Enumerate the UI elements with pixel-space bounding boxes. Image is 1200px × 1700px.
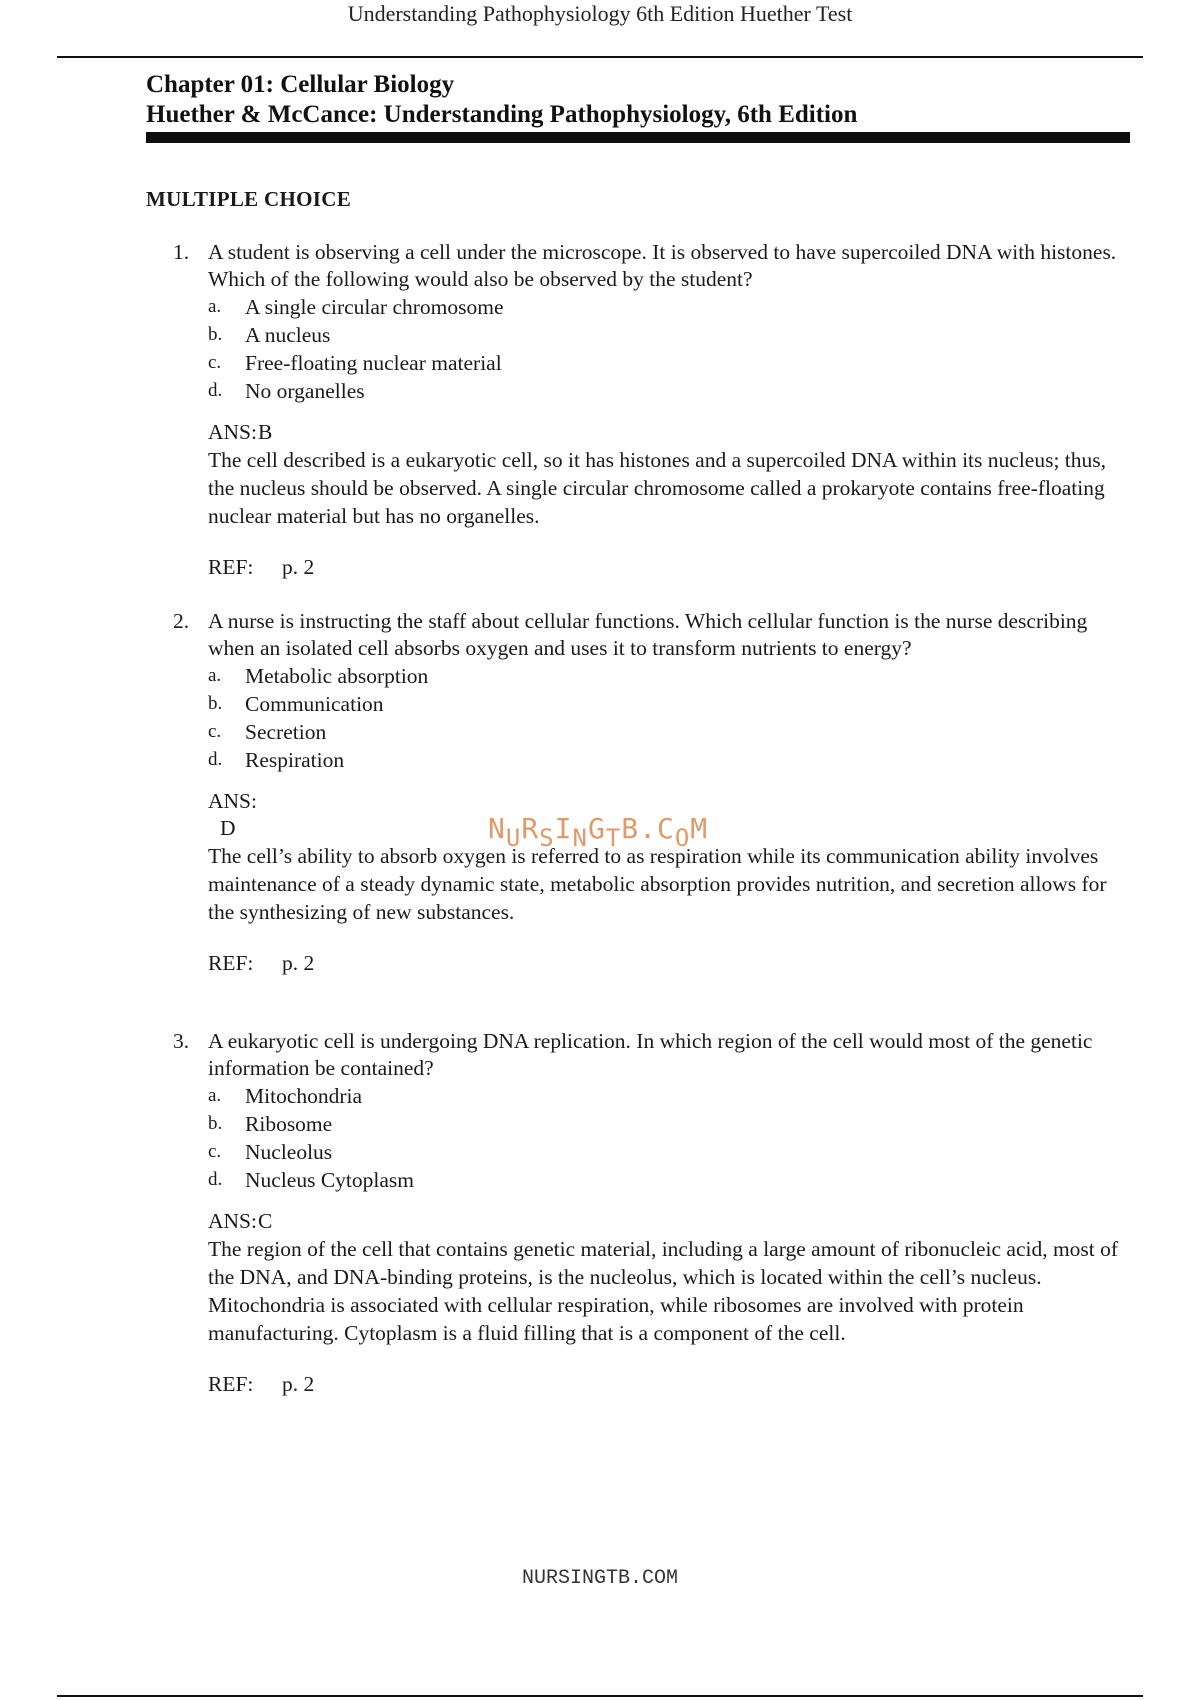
question-stem: [173, 608, 1123, 662]
question-2: [173, 608, 1123, 977]
answer-value: D: [220, 816, 236, 840]
answer-options: [208, 662, 1123, 774]
answer-value: C: [258, 1209, 273, 1233]
footer-site-text: NURSINGTB.COM: [521, 1567, 679, 1590]
option-c: [208, 718, 1123, 746]
reference-value: p. 2: [282, 1372, 315, 1396]
option-b: [208, 321, 1123, 349]
rationale: The region of the cell that contains genetic material, including a large amount of ribonucleic acid, most of the DNA, and DNA-binding proteins, is the nucleolus, which is located within the cell’s nucleus. Mitochondria is associated with cellular respiration, while ribosomes are involved with protein manufacturing. Cytoplasm is a fluid filling that is a component of the cell.: [208, 1237, 1119, 1345]
chapter-heading-block: [146, 70, 1130, 143]
option-b: [208, 690, 1123, 718]
option-letter: d.: [208, 749, 223, 770]
answer-label: ANS:: [208, 1209, 257, 1233]
watermark-letter: O: [674, 824, 691, 852]
option-letter: c.: [208, 721, 222, 742]
option-letter: d.: [208, 380, 223, 401]
reference-value: p. 2: [282, 555, 315, 579]
reference-line: [208, 554, 1123, 581]
question-number: 3.: [173, 1029, 190, 1053]
top-divider: [57, 56, 1143, 58]
option-text: Secretion: [245, 720, 327, 744]
question-text: A eukaryotic cell is undergoing DNA replication. In which region of the cell would most of the genetic information be contained?: [208, 1029, 1093, 1080]
option-letter: c.: [208, 352, 222, 373]
question-1: [173, 239, 1123, 581]
rationale: The cell’s ability to absorb oxygen is referred to as respiration while its communication ability involves maintenance of a steady dynamic state, metabolic absorption provides nutrition, and secretion allows for the synthesizing of new substances.: [208, 844, 1107, 924]
option-text: A nucleus: [245, 323, 331, 347]
watermark-letter: M: [690, 812, 709, 845]
watermark-letter: S: [539, 824, 555, 852]
answer-label: ANS:: [208, 420, 257, 444]
option-d: [208, 377, 1123, 405]
option-text: Free-floating nuclear material: [245, 351, 502, 375]
option-text: Nucleus Cytoplasm: [245, 1168, 414, 1192]
question-text: A student is observing a cell under the microscope. It is observed to have supercoiled DNA with histones. Which of the following would also be observed by the student?: [208, 240, 1117, 291]
option-text: Communication: [245, 692, 384, 716]
watermark: [488, 812, 709, 852]
reference-label: REF:: [208, 555, 254, 579]
option-letter: a.: [208, 296, 222, 317]
watermark-letter: R: [521, 812, 540, 845]
option-letter: b.: [208, 324, 223, 345]
question-stem: [173, 1028, 1123, 1082]
reference-line: [208, 950, 1123, 977]
option-text: Ribosome: [245, 1112, 333, 1136]
option-a: [208, 293, 1123, 321]
option-text: No organelles: [245, 379, 365, 403]
answer-line: [208, 1208, 1123, 1235]
running-header: Understanding Pathophysiology 6th Edition Huether Test: [347, 1, 853, 26]
option-letter: c.: [208, 1141, 222, 1162]
option-text: A single circular chromosome: [245, 295, 504, 319]
question-stem: [173, 239, 1123, 293]
watermark-letter: N: [488, 812, 506, 845]
option-letter: d.: [208, 1169, 223, 1190]
option-c: [208, 349, 1123, 377]
option-a: [208, 1082, 1123, 1110]
answer-options: [208, 1082, 1123, 1194]
bottom-divider: [57, 1695, 1143, 1697]
option-c: [208, 1138, 1123, 1166]
option-b: [208, 1110, 1123, 1138]
option-text: Nucleolus: [245, 1140, 333, 1164]
question-number: 1.: [173, 240, 190, 264]
option-text: Respiration: [245, 748, 345, 772]
reference-label: REF:: [208, 951, 254, 975]
answer-value: B: [258, 420, 273, 444]
chapter-title: Chapter 01: Cellular Biology: [146, 71, 455, 98]
watermark-letter: G: [587, 812, 606, 845]
answer-label: ANS:: [208, 789, 257, 813]
question-3: [173, 1028, 1123, 1398]
watermark-letter: U: [505, 824, 522, 852]
answer-options: [208, 293, 1123, 405]
rationale: The cell described is a eukaryotic cell, so it has histones and a supercoiled DNA within its nucleus; thus, the nucleus should be observed. A single circular chromosome called a prokaryote contains free-floating nuclear material but has no organelles.: [208, 448, 1107, 528]
option-d: [208, 746, 1123, 774]
option-text: Metabolic absorption: [245, 664, 429, 688]
option-text: Mitochondria: [245, 1084, 363, 1108]
watermark-letter: T: [605, 824, 622, 852]
watermark-letter: .: [639, 812, 657, 845]
section-heading: MULTIPLE CHOICE: [146, 187, 352, 211]
option-d: [208, 1166, 1123, 1194]
option-letter: b.: [208, 1113, 223, 1134]
answer-line: [208, 419, 1123, 446]
watermark-letter: I: [554, 812, 573, 845]
watermark-letter: N: [572, 824, 588, 852]
option-letter: a.: [208, 665, 222, 686]
option-a: [208, 662, 1123, 690]
option-letter: a.: [208, 1085, 222, 1106]
option-letter: b.: [208, 693, 223, 714]
reference-value: p. 2: [282, 951, 315, 975]
heading-rule: [146, 132, 1130, 143]
reference-label: REF:: [208, 1372, 254, 1396]
watermark-letter: C: [656, 812, 675, 845]
question-text: A nurse is instructing the staff about cellular functions. Which cellular function is the nurse describing when an isolated cell absorbs oxygen and uses it to transform nutrients to energy?: [208, 609, 1088, 660]
question-number: 2.: [173, 609, 190, 633]
reference-line: [208, 1371, 1123, 1398]
book-title: Huether & McCance: Understanding Pathophysiology, 6th Edition: [146, 101, 858, 128]
watermark-letter: B: [621, 812, 640, 845]
